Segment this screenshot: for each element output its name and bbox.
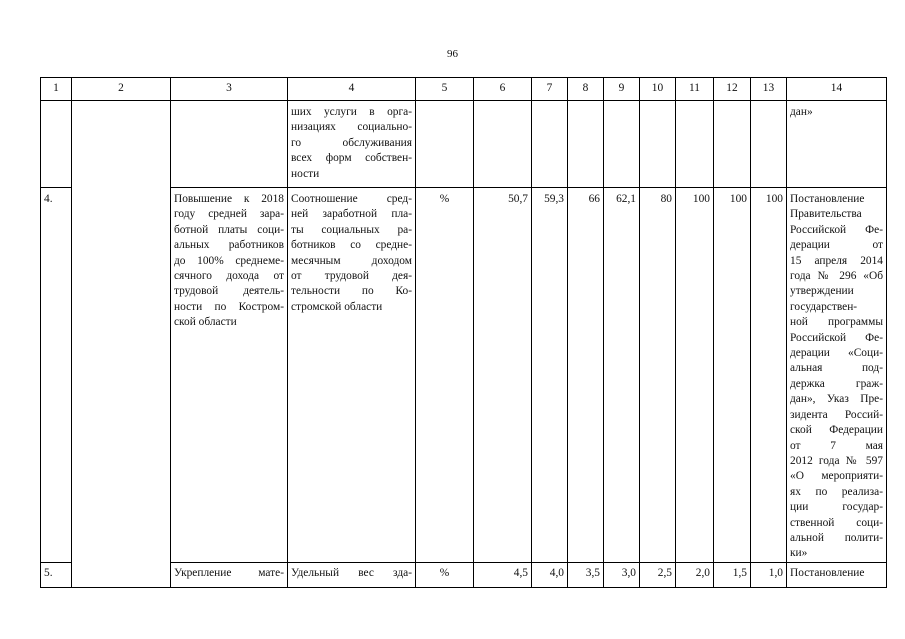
value-cell: 1,5 — [714, 562, 751, 587]
value-cell: 50,7 — [474, 188, 532, 563]
indicator-cell: ших услуги в орга- низациях социально- го обслуживания всех форм собствен- ности — [288, 101, 416, 188]
header-cell-9: 9 — [604, 78, 640, 101]
header-cell-12: 12 — [714, 78, 751, 101]
value-cell — [714, 101, 751, 188]
value-cell: 3,0 — [604, 562, 640, 587]
indicator-cell: Удельный вес зда- — [288, 562, 416, 587]
table-row-continuation — [41, 101, 887, 188]
header-cell-14: 14 — [787, 78, 887, 101]
task-cell — [171, 101, 288, 188]
header-row — [41, 78, 887, 101]
value-cell — [474, 101, 532, 188]
value-cell — [640, 101, 676, 188]
basis-cell: Постановление Правительства Российской Фе- дерации от 15 апреля 2014 года № 296 «Об утверждении государствен- ной программы Российской Фе- дерации «Соци- альная под- держка граж- дан», Указ Пре- зидента Россий- ской Федерации от 7 мая 2012 года № 597 «О мероприяти- ях по реализа- ции государ- ственной соци- альной полити- ки» — [787, 188, 887, 563]
header-cell-7: 7 — [532, 78, 568, 101]
page-number: 96 — [447, 48, 458, 60]
basis-cell: дан» — [787, 101, 887, 188]
value-cell: 59,3 — [532, 188, 568, 563]
unit-cell: % — [416, 188, 474, 563]
value-cell: 2,0 — [676, 562, 714, 587]
header-cell-4: 4 — [288, 78, 416, 101]
value-cell: 66 — [568, 188, 604, 563]
value-cell: 62,1 — [604, 188, 640, 563]
value-cell — [604, 101, 640, 188]
value-cell: 100 — [714, 188, 751, 563]
value-cell: 1,0 — [751, 562, 787, 587]
header-cell-1: 1 — [41, 78, 72, 101]
row-number-cell — [41, 101, 72, 188]
header-cell-11: 11 — [676, 78, 714, 101]
program-cell — [72, 101, 171, 588]
value-cell: 4,0 — [532, 562, 568, 587]
unit-cell — [416, 101, 474, 188]
basis-cell: Постановление — [787, 562, 887, 587]
value-cell: 100 — [676, 188, 714, 563]
header-cell-10: 10 — [640, 78, 676, 101]
row-number-cell: 5. — [41, 562, 72, 587]
indicator-table — [40, 77, 887, 588]
value-cell: 3,5 — [568, 562, 604, 587]
header-cell-3: 3 — [171, 78, 288, 101]
header-cell-8: 8 — [568, 78, 604, 101]
value-cell: 80 — [640, 188, 676, 563]
indicator-cell: Соотношение сред- ней заработной пла- ты социальных ра- ботников со средне- месячным доходом от трудовой дея- тельности по Ко- стромской области — [288, 188, 416, 563]
header-cell-13: 13 — [751, 78, 787, 101]
value-cell — [532, 101, 568, 188]
header-cell-5: 5 — [416, 78, 474, 101]
header-cell-2: 2 — [72, 78, 171, 101]
value-cell — [568, 101, 604, 188]
unit-cell: % — [416, 562, 474, 587]
value-cell — [751, 101, 787, 188]
task-cell: Повышение к 2018 году средней зара- ботной платы соци- альных работников до 100% среднеме- сячного дохода от трудовой деятель- ности по Костром- ской области — [171, 188, 288, 563]
value-cell — [676, 101, 714, 188]
task-cell: Укрепление мате- — [171, 562, 288, 587]
value-cell: 4,5 — [474, 562, 532, 587]
value-cell: 2,5 — [640, 562, 676, 587]
row-number-cell: 4. — [41, 188, 72, 563]
value-cell: 100 — [751, 188, 787, 563]
header-cell-6: 6 — [474, 78, 532, 101]
